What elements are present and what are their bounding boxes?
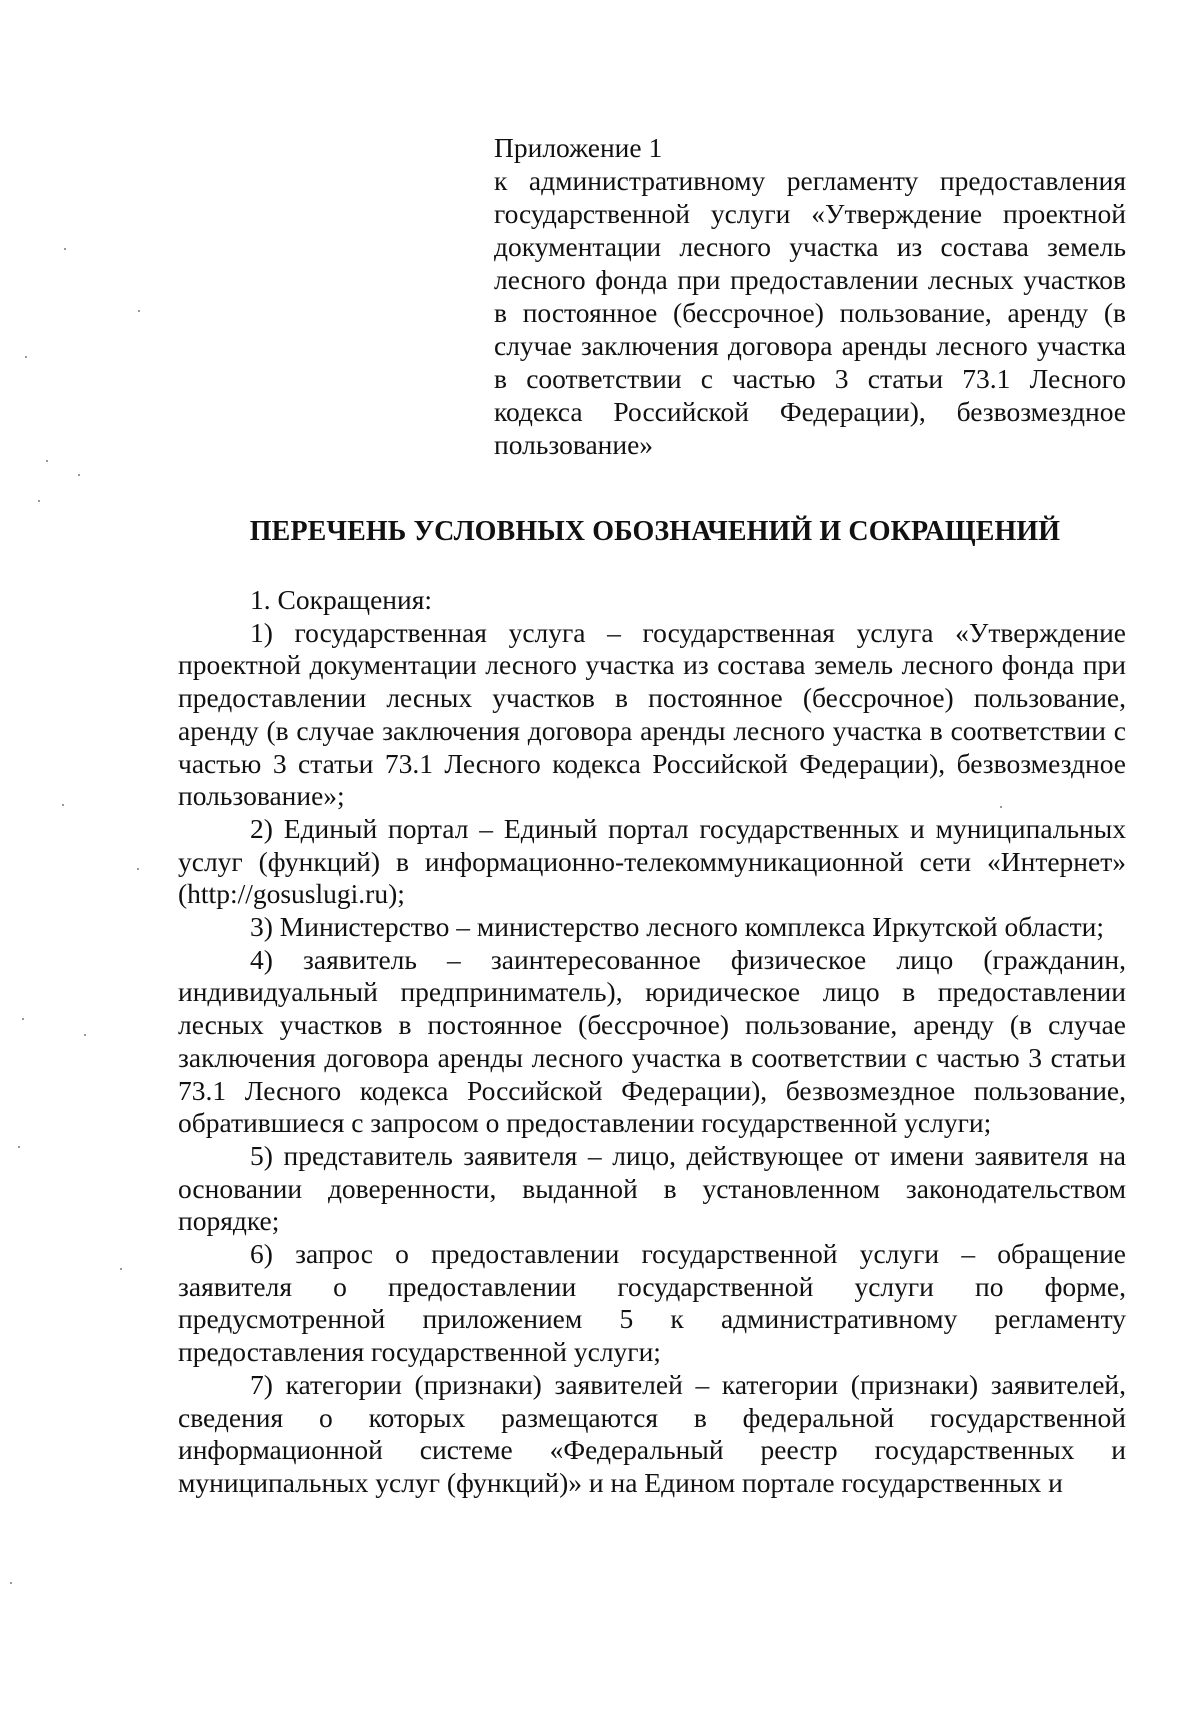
appendix-reference: к административному регламенту предоставления государственной услуги «Утверждение проектной документации лесного участка из состава земель лесного фонда при предоставлении лесных участков в постоянное (бессрочное) пользование, аренду (в случае заключения договора аренды лесного участка в соответствии с частью 3 статьи 73.1 Лесного кодекса Российской Федерации), безвозмездное пользование» — [494, 165, 1126, 460]
scan-speck — [137, 868, 139, 870]
list-item: 3) Министерство – министерство лесного комплекса Иркутской области; — [250, 911, 1105, 943]
scan-speck — [25, 356, 27, 358]
list-item: 6) запрос о предоставлении государственной услуги – обращение заявителя о предоставлении государственной услуги по форме, предусмотренной приложением 5 к административному регламенту предоставления государственной услуги; — [178, 1238, 1126, 1368]
scan-speck — [10, 1582, 12, 1584]
scan-speck — [138, 310, 140, 312]
appendix-title: Приложение 1 — [494, 132, 663, 163]
scan-speck — [78, 474, 80, 476]
list-item: 7) категории (признаки) заявителей – категории (признаки) заявителей, сведения о которых размещаются в федеральной государственной информационной системе «Федеральный реестр государственных и муниципальных услуг (функций)» и на Едином портале государственных и — [178, 1368, 1126, 1498]
scan-speck — [62, 804, 64, 806]
section-title: 1. Сокращения: — [250, 584, 433, 615]
list-item: 1) государственная услуга – государственная услуга «Утверждение проектной документации лесного участка из состава земель лесного фонда при предоставлении лесных участков в постоянное (бессрочное) пользование, аренду (в случае заключения договора аренды лесного участка в соответствии с частью 3 статьи 73.1 Лесного кодекса Российской Федерации), безвозмездное пользование»; — [178, 616, 1126, 812]
scan-speck — [46, 460, 48, 462]
scan-speck — [1000, 806, 1002, 808]
scan-speck — [84, 1034, 86, 1036]
scan-speck — [120, 1268, 122, 1270]
appendix-header — [494, 131, 1126, 461]
list-item: 4) заявитель – заинтересованное физическое лицо (гражданин, индивидуальный предприниматель), юридическое лицо в предоставлении лесных участков в постоянное (бессрочное) пользование, аренду (в случае заключения договора аренды лесного участка в соответствии с частью 3 статьи 73.1 Лесного кодекса Российской Федерации), безвозмездное пользование, обратившиеся с запросом о предоставлении государственной услуги; — [178, 943, 1126, 1139]
list-item: 5) представитель заявителя – лицо, действующее от имени заявителя на основании доверенности, выданной в установленном законодательством порядке; — [178, 1139, 1126, 1237]
scan-speck — [64, 248, 66, 250]
scan-speck — [38, 500, 40, 502]
list-item: 2) Единый портал – Единый портал государственных и муниципальных услуг (функций) в информационно-телекоммуникационной сети «Интернет» (http://gosuslugi.ru); — [178, 812, 1126, 910]
scan-speck — [22, 1018, 24, 1020]
abbreviations-section — [178, 584, 1126, 1500]
document-heading: ПЕРЕЧЕНЬ УСЛОВНЫХ ОБОЗНАЧЕНИЙ И СОКРАЩЕНИЙ — [249, 516, 1061, 547]
scan-speck — [18, 1146, 20, 1148]
